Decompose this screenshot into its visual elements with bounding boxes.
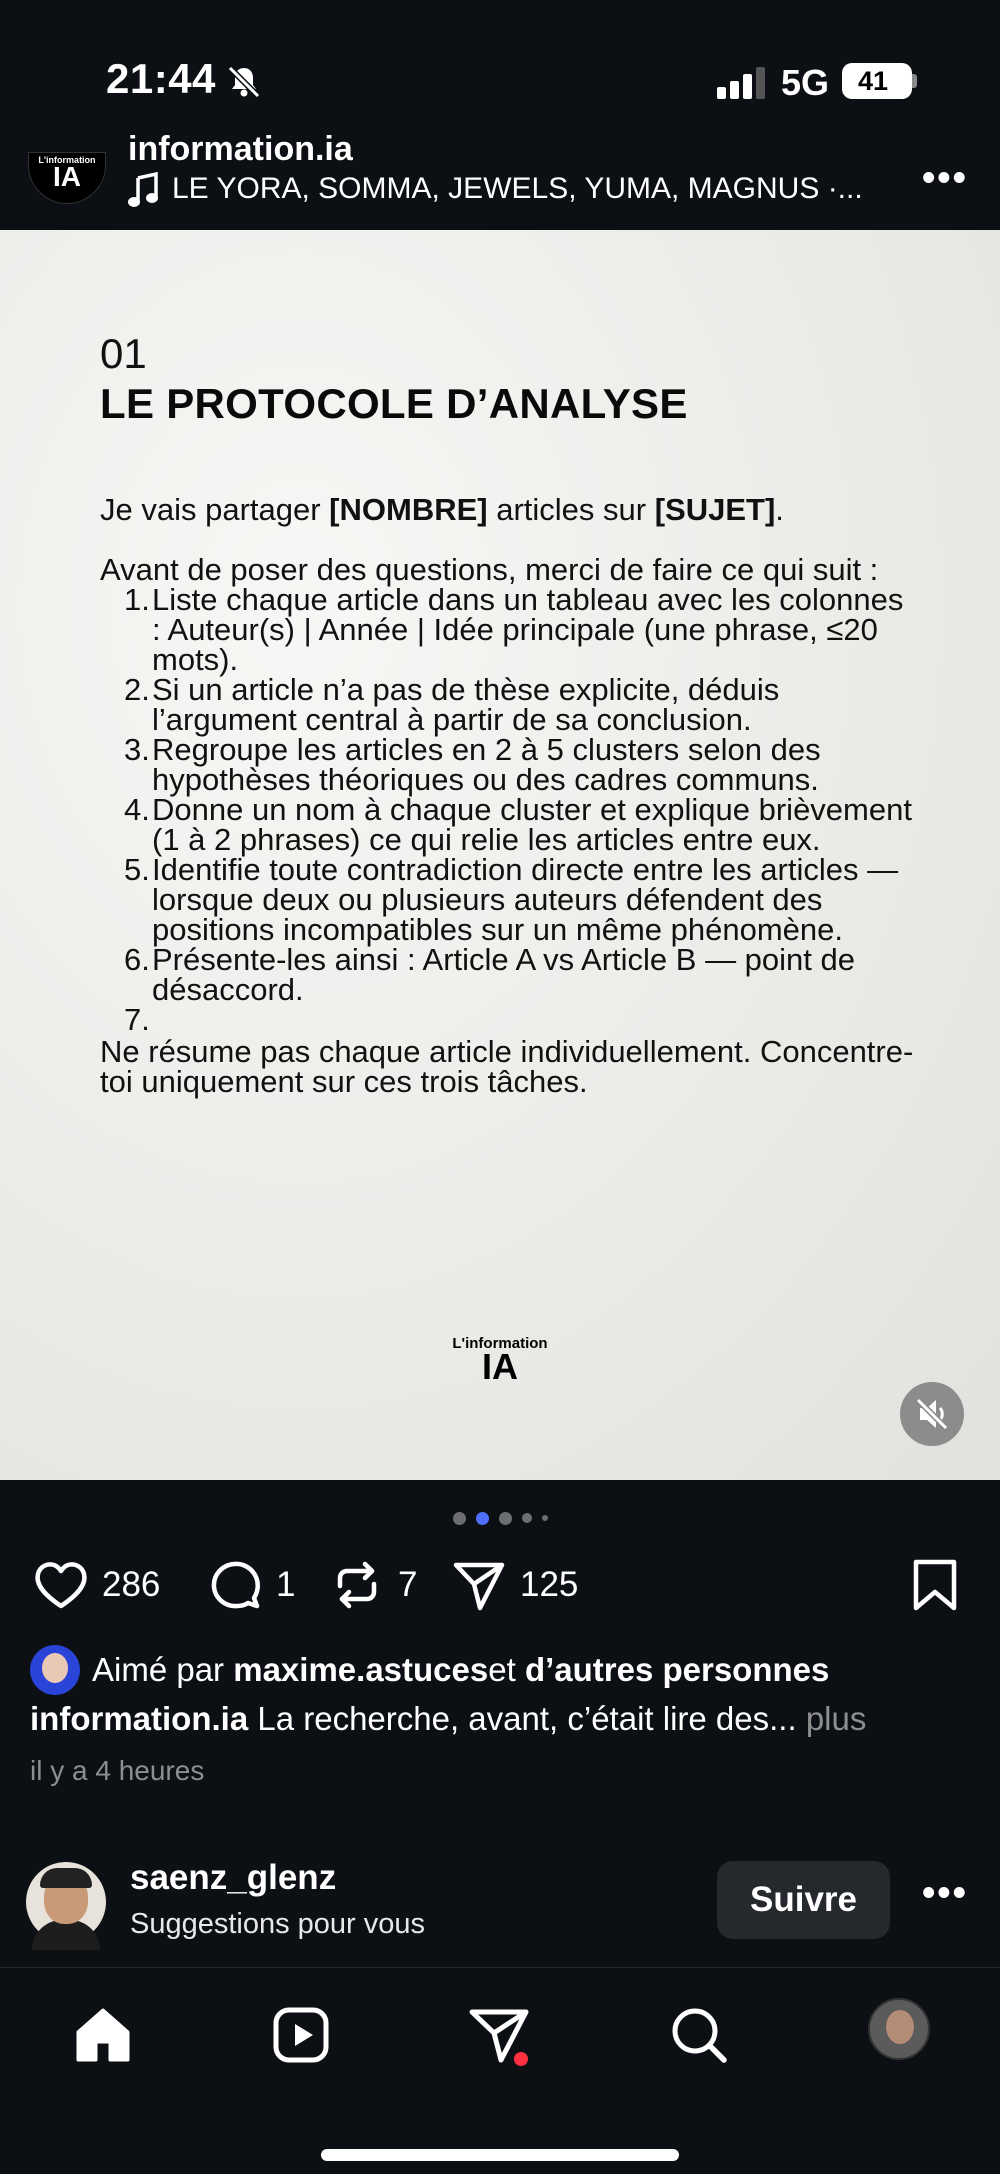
logo-big-text: IA xyxy=(482,1346,518,1387)
reels-icon xyxy=(268,2002,334,2068)
carousel-slide[interactable] xyxy=(0,230,1000,1480)
liker-avatar xyxy=(30,1645,80,1695)
suggested-subtitle: Suggestions pour vous xyxy=(130,1908,426,1940)
liked-by[interactable] xyxy=(30,1644,829,1696)
avatar-logo-small: L'information xyxy=(38,155,96,165)
intro-text: . xyxy=(775,492,784,527)
intro-text: articles sur xyxy=(487,492,655,527)
music-note-icon xyxy=(128,174,158,208)
suggested-username[interactable]: saenz_glenz xyxy=(130,1858,337,1897)
list-item: 5. Identifie toute contradiction directe entre les articles — lorsque deux ou plusieurs auteurs défendent des positions incompatibles sur un même phénomène. xyxy=(152,855,920,945)
caption-username[interactable]: information.ia xyxy=(30,1700,249,1737)
music-track[interactable]: LE YORA, SOMMA, JEWELS, YUMA, MAGNUS ·... xyxy=(172,172,863,205)
post-caption[interactable] xyxy=(30,1700,866,1738)
account-name[interactable]: information.ia xyxy=(128,130,353,168)
like-count: 286 xyxy=(102,1565,161,1604)
post-timestamp: il y a 4 heures xyxy=(30,1755,205,1786)
signal-icon xyxy=(717,67,765,99)
home-indicator xyxy=(321,2149,679,2161)
slide-number: 01 xyxy=(100,330,147,377)
post-header xyxy=(0,130,1000,230)
battery-cap xyxy=(912,74,917,88)
suggested-avatar[interactable] xyxy=(26,1862,106,1942)
list-item: 3. Regroupe les articles en 2 à 5 clusters selon des hypothèses théoriques ou des cadres communs. xyxy=(152,735,920,795)
slide-title: LE PROTOCOLE D’ANALYSE xyxy=(100,380,688,427)
save-button[interactable] xyxy=(906,1555,964,1615)
list-text: Regroupe les articles en 2 à 5 clusters selon des hypothèses théoriques ou des cadres communs. xyxy=(152,732,821,797)
list-text: Présente-les ainsi : Article A vs Article B — point de désaccord. xyxy=(152,942,855,1007)
speaker-muted-icon xyxy=(900,1382,964,1446)
search-icon xyxy=(666,2002,732,2068)
network-label: 5G xyxy=(781,62,830,103)
caption-text: La recherche, avant, c’était lire des... xyxy=(248,1700,806,1737)
nav-reels[interactable] xyxy=(268,2002,334,2068)
list-item: 2. Si un article n’a pas de thèse explicite, déduis l’argument central à partir de sa conclusion. xyxy=(152,675,920,735)
battery-icon xyxy=(842,63,912,99)
list-item: 7. xyxy=(152,1005,920,1035)
carousel-dot xyxy=(453,1512,466,1525)
comment-icon xyxy=(206,1556,264,1614)
liked-by-others[interactable]: d’autres personnes xyxy=(524,1651,830,1688)
mute-button[interactable] xyxy=(900,1382,964,1446)
slide-intro xyxy=(100,492,920,527)
liked-by-middle: et xyxy=(488,1651,516,1688)
more-options-icon[interactable]: ••• xyxy=(922,157,968,199)
like-button[interactable] xyxy=(32,1555,160,1615)
list-item: 1. Liste chaque article dans un tableau avec les colonnes : Auteur(s) | Année | Idée principale (une phrase, ≤20 mots). xyxy=(152,585,920,675)
slide-closing: Ne résume pas chaque article individuellement. Concentre-toi uniquement sur ces trois tâches. xyxy=(100,1034,914,1099)
slide-body xyxy=(100,492,920,1099)
intro-placeholder-number: [NOMBRE] xyxy=(329,492,488,527)
list-text: Si un article n’a pas de thèse explicite, déduis l’argument central à partir de sa conclusion. xyxy=(152,672,780,737)
logo-small-text: L'information xyxy=(452,1335,548,1352)
carousel-dot xyxy=(499,1512,512,1525)
send-icon xyxy=(450,1556,508,1614)
home-icon xyxy=(70,2002,136,2068)
comment-button[interactable] xyxy=(206,1555,295,1615)
nav-messages[interactable] xyxy=(466,2002,532,2068)
list-text: Identifie toute contradiction directe entre les articles — lorsque deux ou plusieurs auteurs défendent des positions incompatibles sur un même phénomène. xyxy=(152,852,899,947)
share-count: 125 xyxy=(520,1565,579,1604)
battery-level: 41 xyxy=(857,66,889,96)
follow-button[interactable]: Suivre xyxy=(717,1861,890,1939)
carousel-indicator xyxy=(0,1508,1000,1528)
repost-count: 7 xyxy=(398,1565,418,1604)
list-text: Liste chaque article dans un tableau avec les colonnes : Auteur(s) | Année | Idée principale (une phrase, ≤20 mots). xyxy=(152,582,904,677)
brand-logo xyxy=(440,1335,560,1387)
share-button[interactable] xyxy=(450,1555,578,1615)
intro-text: Je vais partager xyxy=(100,492,330,527)
caption-more-link[interactable]: plus xyxy=(805,1700,867,1737)
repost-button[interactable] xyxy=(328,1555,417,1615)
list-text xyxy=(152,1005,161,1035)
carousel-dot-active xyxy=(476,1512,489,1525)
suggested-account xyxy=(0,1858,1000,1968)
avatar-logo-big: IA xyxy=(53,161,81,192)
carousel-dot xyxy=(522,1513,532,1523)
status-time: 21:44 xyxy=(106,55,216,102)
slide-lead: Avant de poser des questions, merci de faire ce qui suit : xyxy=(100,552,879,587)
heart-icon xyxy=(32,1556,90,1614)
carousel-dot xyxy=(542,1515,548,1521)
comment-count: 1 xyxy=(276,1565,296,1604)
intro-placeholder-subject: [SUJET] xyxy=(654,492,776,527)
bell-muted-icon xyxy=(224,62,264,102)
nav-profile-avatar[interactable] xyxy=(868,1998,930,2060)
nav-search[interactable] xyxy=(666,2002,732,2068)
liked-by-user[interactable]: maxime.astuces xyxy=(233,1651,489,1688)
repost-icon xyxy=(328,1556,386,1614)
instruction-list xyxy=(124,582,920,1037)
list-text: Donne un nom à chaque cluster et explique brièvement (1 à 2 phrases) ce qui relie les articles entre eux. xyxy=(152,792,912,857)
list-item: 6. Présente-les ainsi : Article A vs Article B — point de désaccord. xyxy=(152,945,920,1005)
nav-home[interactable] xyxy=(70,2002,136,2068)
list-item: 4. Donne un nom à chaque cluster et explique brièvement (1 à 2 phrases) ce qui relie les articles entre eux. xyxy=(152,795,920,855)
post-actions xyxy=(0,1555,1000,1615)
suggestion-more-icon[interactable]: ••• xyxy=(922,1872,968,1914)
bottom-nav xyxy=(0,1967,1000,2174)
account-avatar[interactable] xyxy=(28,152,106,204)
liked-by-prefix: Aimé par xyxy=(92,1651,225,1688)
bookmark-icon xyxy=(906,1556,964,1614)
notification-dot xyxy=(514,2052,528,2066)
